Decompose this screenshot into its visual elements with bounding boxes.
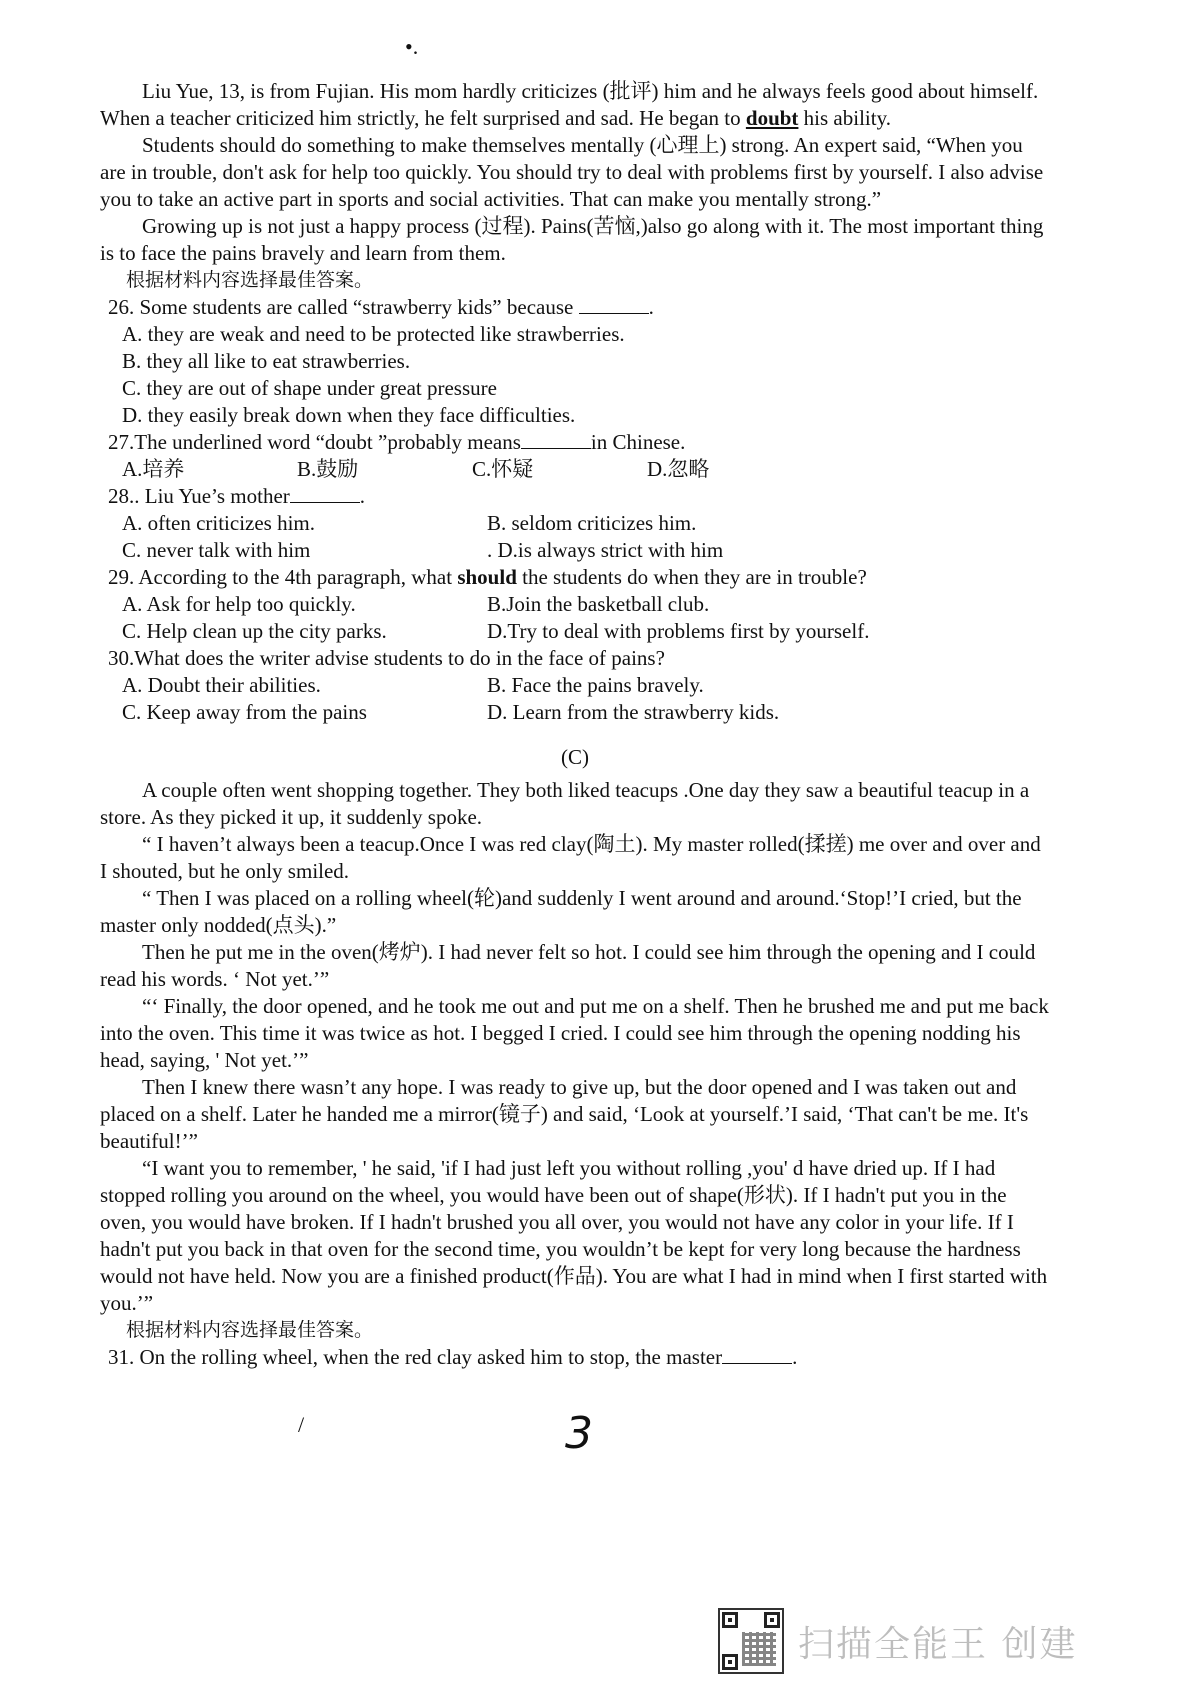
q29-option-a: A. Ask for help too quickly. xyxy=(122,592,356,616)
pen-mark: / xyxy=(298,1412,305,1437)
q28-options-row-2 xyxy=(122,537,1050,564)
page-number: 3 xyxy=(565,1408,593,1459)
q26-option-a: A. they are weak and need to be protected like strawberries. xyxy=(122,322,625,346)
question-27: 27.The underlined word “doubt ”probably means in Chinese. xyxy=(108,430,686,454)
q30-option-d: D. Learn from the strawberry kids. xyxy=(487,700,780,724)
q30-options-row-2 xyxy=(122,699,1050,726)
q30-option-a: A. Doubt their abilities. xyxy=(122,673,321,697)
q26-option-c: C. they are out of shape under great pressure xyxy=(122,376,497,400)
q29-option-d: D.Try to deal with problems first by yourself. xyxy=(487,619,870,643)
q28-option-b: B. seldom criticizes him. xyxy=(487,511,697,535)
instruction-c: 根据材料内容选择最佳答案。 xyxy=(126,1319,374,1341)
answer-blank xyxy=(722,1345,792,1364)
q28-option-d: . D.is always strict with him xyxy=(487,538,724,562)
q28-option-a: A. often criticizes him. xyxy=(122,511,316,535)
question-26: 26. Some students are called “strawberry kids” because . xyxy=(108,295,654,319)
underlined-word-doubt: doubt xyxy=(745,106,799,130)
q28-options-row-1 xyxy=(122,510,1050,537)
q29-options-row-2 xyxy=(122,618,1050,645)
passage-c-paragraph-4: Then he put me in the oven(烤炉). I had never felt so hot. I could see him through the opening and I could read his words. ‘ Not yet.’” xyxy=(100,940,1036,991)
question-31: 31. On the rolling wheel, when the red clay asked him to stop, the master . xyxy=(108,1345,798,1369)
passage-b-paragraph-3: Growing up is not just a happy process (过程). Pains(苦恼,)also go along with it. The most important thing is to face the pains bravely and learn from them. xyxy=(100,214,1044,265)
section-c-label: (C) xyxy=(561,745,589,769)
scanner-watermark xyxy=(718,1608,1077,1674)
watermark-text: 扫描全能王 创建 xyxy=(798,1623,1078,1665)
passage-c-paragraph-1: A couple often went shopping together. They both liked teacups .One day they saw a beautiful teacup in a store. As they picked it up, it suddenly spoke. xyxy=(100,778,1030,829)
q28-option-c: C. never talk with him xyxy=(122,538,311,562)
answer-blank xyxy=(290,484,360,503)
q26-option-d: D. they easily break down when they face difficulties. xyxy=(122,403,576,427)
q29-option-c: C. Help clean up the city parks. xyxy=(122,619,387,643)
answer-blank xyxy=(579,295,649,314)
passage-c-paragraph-3: “ Then I was placed on a rolling wheel(轮)and suddenly I went around and around.‘Stop!’I cried, but the master only nodded(点头).” xyxy=(100,886,1022,937)
q30-option-c: C. Keep away from the pains xyxy=(122,700,367,724)
passage-b-paragraph-1: Liu Yue, 13, is from Fujian. His mom hardly criticizes (批评) him and he always feels good about himself. When a teacher criticized him strictly, he felt surprised and sad. He began to doubt his ability. xyxy=(100,79,1039,130)
question-29: 29. According to the 4th paragraph, what should the students do when they are in trouble? xyxy=(108,565,867,589)
qr-code-icon xyxy=(718,1608,784,1674)
q27-option-d: D.忽略 xyxy=(647,457,710,481)
q26-option-b: B. they all like to eat strawberries. xyxy=(122,349,411,373)
q27-option-b: B.鼓励 xyxy=(297,457,359,481)
q29-options-row-1 xyxy=(122,591,1050,618)
q30-option-b: B. Face the pains bravely. xyxy=(487,673,704,697)
passage-c-paragraph-2: “ I haven’t always been a teacup.Once I was red clay(陶土). My master rolled(揉搓) me over and over and I shouted, but he only smiled. xyxy=(100,832,1041,883)
page-content xyxy=(100,78,1050,1371)
q27-option-a: A.培养 xyxy=(122,457,185,481)
q27-option-c: C.怀疑 xyxy=(472,457,534,481)
passage-c-paragraph-6: Then I knew there wasn’t any hope. I was ready to give up, but the door opened and I was taken out and placed on a shelf. Later he handed me a mirror(镜子) and said, ‘Look at yourself.’I said, ‘That can't be me. It's beautiful!’” xyxy=(100,1075,1029,1153)
instruction-b: 根据材料内容选择最佳答案。 xyxy=(126,269,374,291)
scan-speck: •. xyxy=(405,34,419,59)
passage-c-paragraph-7: “I want you to remember, ' he said, 'if I had just left you without rolling ,you' d have dried up. If I had stopped rolling you around on the wheel, you would have been out of shape(形状). If I hadn't put you in the oven, you would have broken. If I hadn't brushed you all over, you would not have any color in your life. If I hadn't put you back in that oven for the second time, you wouldn’t be kept for very long because the hardness would not have held. Now you are a finished product(作品). You are what I had in mind when I first started with you.’” xyxy=(100,1156,1048,1315)
passage-b-paragraph-2: Students should do something to make themselves mentally (心理上) strong. An expert said, “When you are in trouble, don't ask for help too quickly. You should try to deal with problems first by yourself. I also advise you to take an active part in sports and social activities. That can make you mentally strong.” xyxy=(100,133,1044,211)
question-30: 30.What does the writer advise students to do in the face of pains? xyxy=(108,646,665,670)
q30-options-row-1 xyxy=(122,672,1050,699)
q27-options xyxy=(122,456,1050,483)
answer-blank xyxy=(521,430,591,449)
question-28: 28.. Liu Yue’s mother . xyxy=(108,484,366,508)
passage-c-paragraph-5: “‘ Finally, the door opened, and he took me out and put me on a shelf. Then he brushed me and put me back into the oven. This time it was twice as hot. I begged I cried. I could see him through the opening nodding his head, saying, ' Not yet.’” xyxy=(100,994,1049,1072)
q29-option-b: B.Join the basketball club. xyxy=(487,592,710,616)
